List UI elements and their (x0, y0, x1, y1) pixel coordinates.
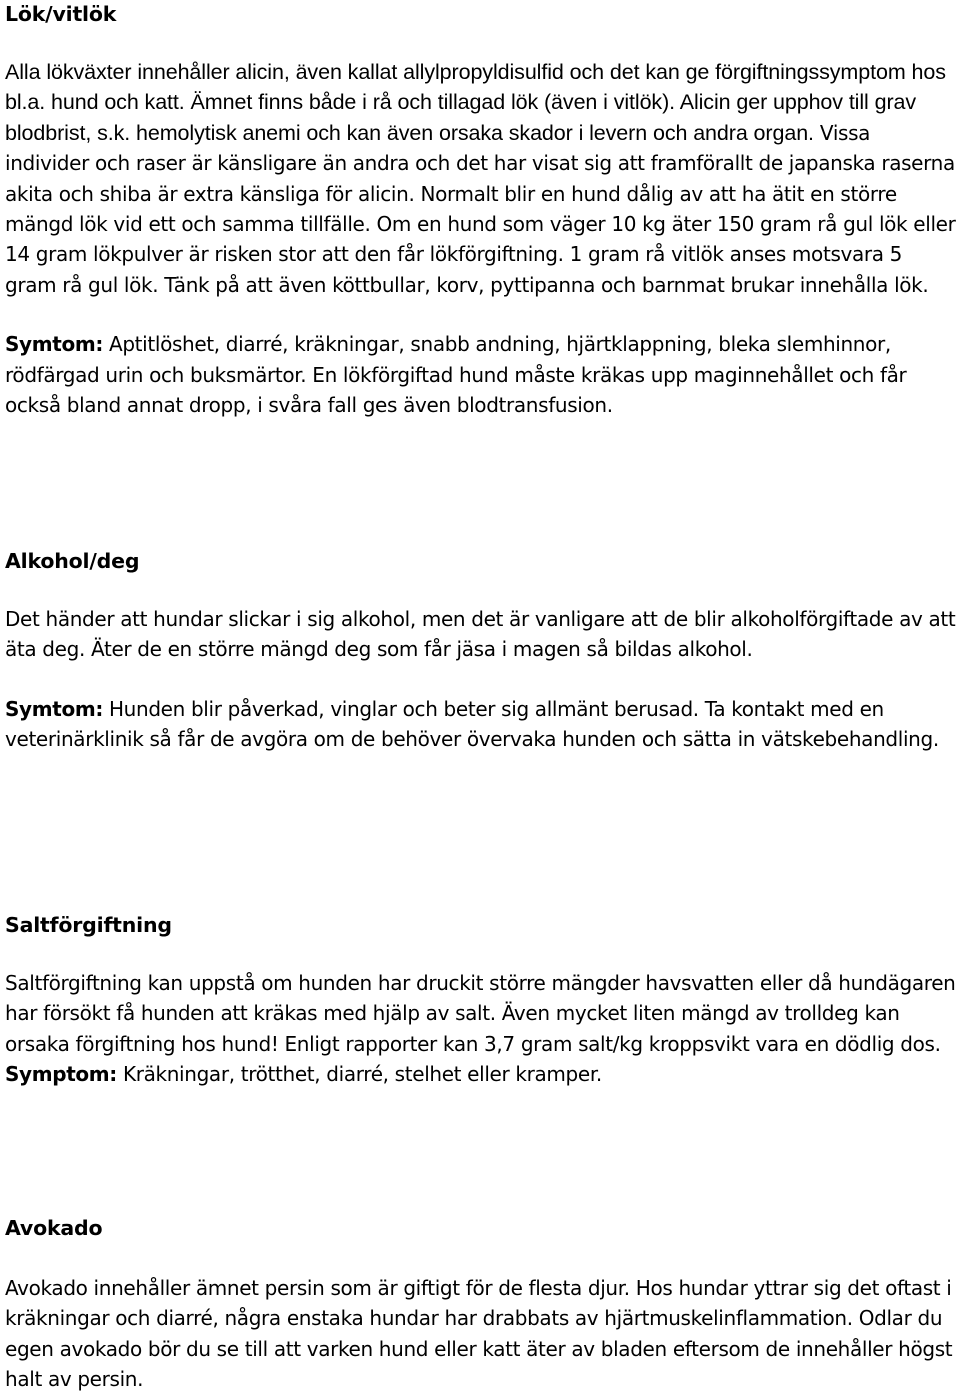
symptom-label: Symptom: (5, 1062, 117, 1087)
symptom-salt-poisoning (5, 1059, 957, 1089)
symptom-text: Aptitlöshet, diarré, kräkningar, snabb andning, hjärtklappning, bleka slemhinnor, rödfärgad urin och buksmärtor. En lökförgiftad hund måste kräkas upp maginnehållet och får också bland annat dropp, i svåra fall ges även blodtransfusion. (5, 332, 907, 418)
heading-avocado: Avokado (5, 1216, 103, 1240)
section-salt-poisoning (5, 913, 957, 1090)
paragraph-avocado: Avokado innehåller ämnet persin som är giftigt för de flesta djur. Hos hundar yttrar sig det oftast i kräkningar och diarré, några enstaka hundar har drabbats av hjärtmuskelinflammation. Odlar du egen avokado bör du se till att varken hund eller katt äter av bladen eftersom de innehåller högst halt av persin. (5, 1276, 953, 1392)
heading-onion-garlic: Lök/vitlök (5, 2, 117, 26)
section-onion-garlic (5, 2, 957, 420)
heading-alcohol-dough: Alkohol/deg (5, 549, 140, 573)
section-avocado (5, 1216, 957, 1395)
onion-body-text: Vissa individer och raser är känsligare än andra och det har visat sig att framförallt de japanska raserna akita och shiba är extra känsliga för alicin. Normalt blir en hund dålig av att ha ätit en större mängd lök vid ett och samma tillfälle. Om en hund som väger 10 kg äter 150 gram rå gul lök eller 14 gram lökpulver är risken stor att den får lökförgiftning. 1 gram rå vitlök anses motsvara 5 gram rå gul lök. Tänk på att även köttbullar, korv, pyttipanna och barnmat brukar innehålla lök. (5, 120, 956, 297)
symptom-alcohol-dough (5, 694, 957, 755)
heading-salt-poisoning: Saltförgiftning (5, 913, 172, 937)
symptom-text: Kräkningar, trötthet, diarré, stelhet eller kramper. (116, 1062, 602, 1087)
symptom-label: Symtom: (5, 332, 103, 357)
symptom-label: Symtom: (5, 696, 103, 721)
onion-intro-text: Alla lökväxter innehåller alicin, även kallat allylpropyldisulfid och det kan ge förgiftningssymptom hos bl.a. hund och katt. Ämnet finns både i rå och tillagad lök (även i vitlök). Alicin ger upphov till grav blodbrist, s.k. hemolytisk anemi och kan även orsaka skador i levern och andra organ. (5, 60, 946, 145)
symptom-text: Hunden blir påverkad, vinglar och beter sig allmänt berusad. Ta kontakt med en veterinärklinik så får de avgöra om de behöver övervaka hunden och sätta in vätskebehandling. (5, 696, 939, 752)
paragraph-alcohol-dough: Det händer att hundar slickar i sig alkohol, men det är vanligare att de blir alkoholförgiftade av att äta deg. Äter de en större mängd deg som får jäsa i magen så bildas alkohol. (5, 607, 956, 662)
symptom-onion-garlic (5, 329, 957, 420)
section-alcohol-dough (5, 549, 957, 755)
paragraph-onion-garlic (5, 57, 957, 300)
paragraph-salt-poisoning: Saltförgiftning kan uppstå om hunden har druckit större mängder havsvatten eller då hundägaren har försökt få hunden att kräkas med hjälp av salt. Även mycket liten mängd av trolldeg kan orsaka förgiftning hos hund! Enligt rapporter kan 3,7 gram salt/kg kroppsvikt vara en dödlig dos. (5, 971, 956, 1056)
